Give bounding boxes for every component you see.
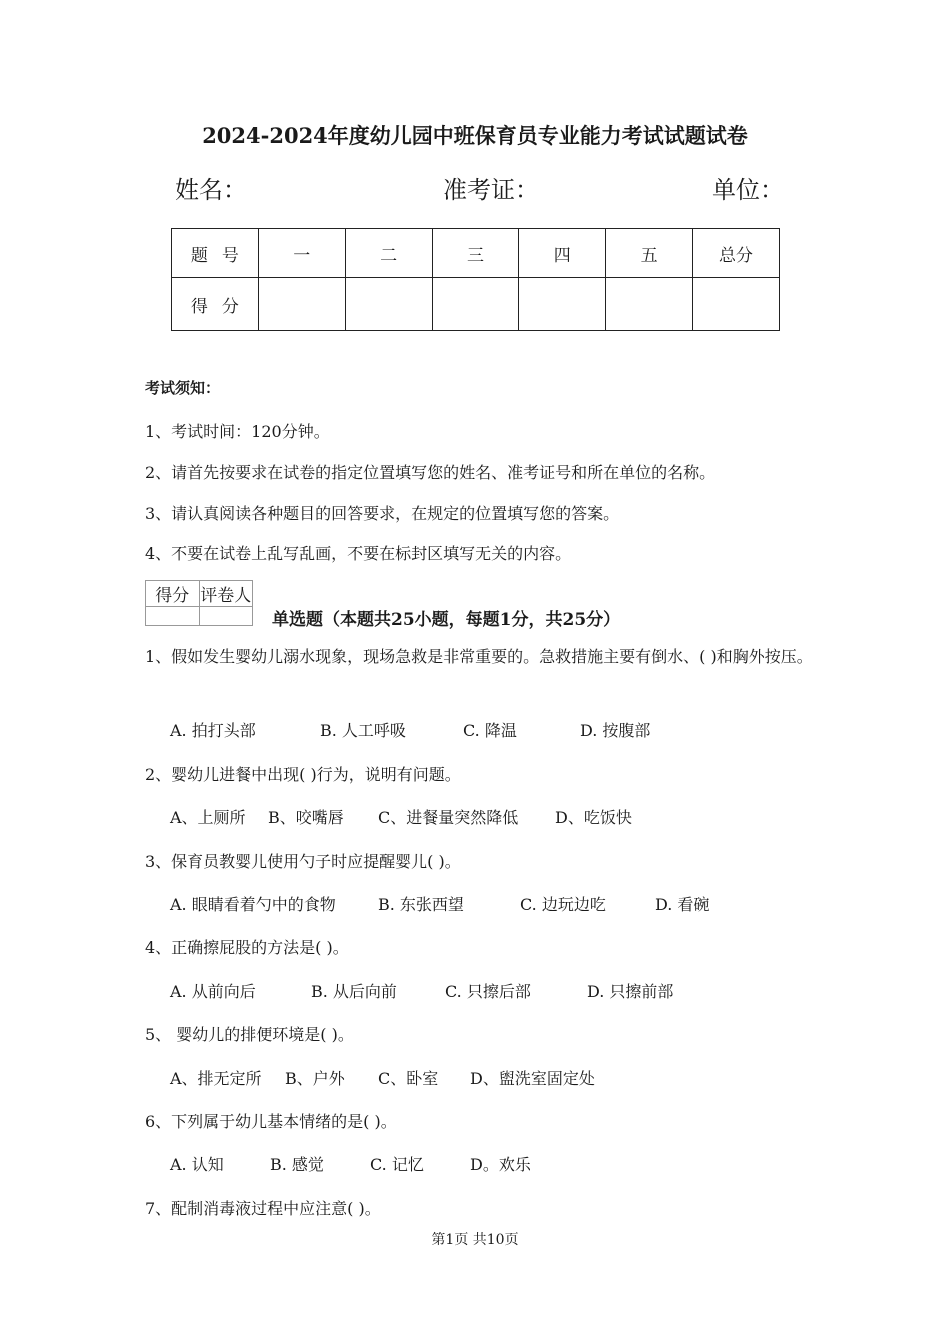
q3-option-d: D. 看碗	[655, 895, 710, 914]
question-6: 6、下列属于幼儿基本情绪的是( )。	[145, 1112, 397, 1131]
q3-option-c: C. 边玩边吃	[520, 895, 606, 914]
q6-option-b: B. 感觉	[270, 1155, 324, 1174]
q5-option-d: D、盥洗室固定处	[470, 1069, 595, 1088]
exam-id-label: 准考证：	[443, 176, 539, 204]
score-col-3: 三	[432, 229, 519, 278]
question-7: 7、配制消毒液过程中应注意( )。	[145, 1199, 381, 1218]
note-item-3: 3、请认真阅读各种题目的回答要求，在规定的位置填写您的答案。	[145, 504, 620, 523]
score-col-1: 一	[258, 229, 345, 278]
question-4: 4、正确擦屁股的方法是( )。	[145, 938, 349, 957]
score-cell-2	[345, 278, 432, 331]
score-label: 得分	[172, 278, 259, 331]
score-col-total: 总分	[693, 229, 780, 278]
q2-option-a: A、上厕所	[170, 808, 246, 827]
question-2: 2、婴幼儿进餐中出现( )行为，说明有问题。	[145, 765, 461, 784]
section-title: 单选题（本题共25小题，每题1分，共25分）	[272, 610, 621, 630]
notes-heading: 考试须知：	[145, 379, 221, 397]
question-number-label: 题号	[172, 229, 259, 278]
q4-option-c: C. 只擦后部	[445, 982, 531, 1001]
q2-option-c: C、进餐量突然降低	[378, 808, 519, 827]
q5-option-b: B、户外	[285, 1069, 345, 1088]
score-cell-5	[606, 278, 693, 331]
score-cell-1	[258, 278, 345, 331]
q1-option-c: C. 降温	[463, 721, 517, 740]
q3-option-b: B. 东张西望	[378, 895, 464, 914]
q1-option-d: D. 按腹部	[580, 721, 651, 740]
name-label: 姓名：	[175, 176, 247, 204]
note-item-4: 4、不要在试卷上乱写乱画，不要在标封区填写无关的内容。	[145, 544, 572, 563]
q2-option-b: B、咬嘴唇	[268, 808, 344, 827]
note-item-2: 2、请首先按要求在试卷的指定位置填写您的姓名、准考证号和所在单位的名称。	[145, 463, 716, 482]
grader-box	[145, 580, 253, 626]
grader-name-label: 评卷人	[199, 581, 253, 607]
score-table-score-row	[172, 278, 780, 331]
q5-option-a: A、排无定所	[170, 1069, 262, 1088]
page-footer: 第1页 共10页	[431, 1232, 519, 1248]
question-1: 1、假如发生婴幼儿溺水现象，现场急救是非常重要的。急救措施主要有倒水、( )和胸外按压。	[145, 647, 813, 666]
grader-score-cell	[146, 607, 200, 626]
score-cell-4	[519, 278, 606, 331]
q1-option-a: A. 拍打头部	[170, 721, 256, 740]
q1-option-b: B. 人工呼吸	[320, 721, 406, 740]
q6-option-c: C. 记忆	[370, 1155, 424, 1174]
exam-title: 2024-2024年度幼儿园中班保育员专业能力考试试题试卷	[202, 123, 748, 148]
note-item-1: 1、考试时间：120分钟。	[145, 422, 330, 441]
score-col-5: 五	[606, 229, 693, 278]
q4-option-a: A. 从前向后	[170, 982, 256, 1001]
q4-option-d: D. 只擦前部	[587, 982, 674, 1001]
score-cell-total	[693, 278, 780, 331]
q6-option-d: D。欢乐	[470, 1155, 531, 1174]
score-table-header-row	[172, 229, 780, 278]
question-3: 3、保育员教婴儿使用勺子时应提醒婴儿( )。	[145, 852, 461, 871]
q5-option-c: C、卧室	[378, 1069, 439, 1088]
q3-option-a: A. 眼睛看着勺中的食物	[170, 895, 336, 914]
grader-score-label: 得分	[146, 581, 200, 607]
score-cell-3	[432, 278, 519, 331]
question-5: 5、 婴幼儿的排便环境是( )。	[145, 1025, 354, 1044]
score-table	[171, 228, 780, 331]
score-col-2: 二	[345, 229, 432, 278]
score-col-4: 四	[519, 229, 606, 278]
grader-name-cell	[199, 607, 253, 626]
q4-option-b: B. 从后向前	[311, 982, 397, 1001]
unit-label: 单位：	[712, 176, 784, 204]
q2-option-d: D、吃饭快	[555, 808, 632, 827]
q6-option-a: A. 认知	[170, 1155, 224, 1174]
